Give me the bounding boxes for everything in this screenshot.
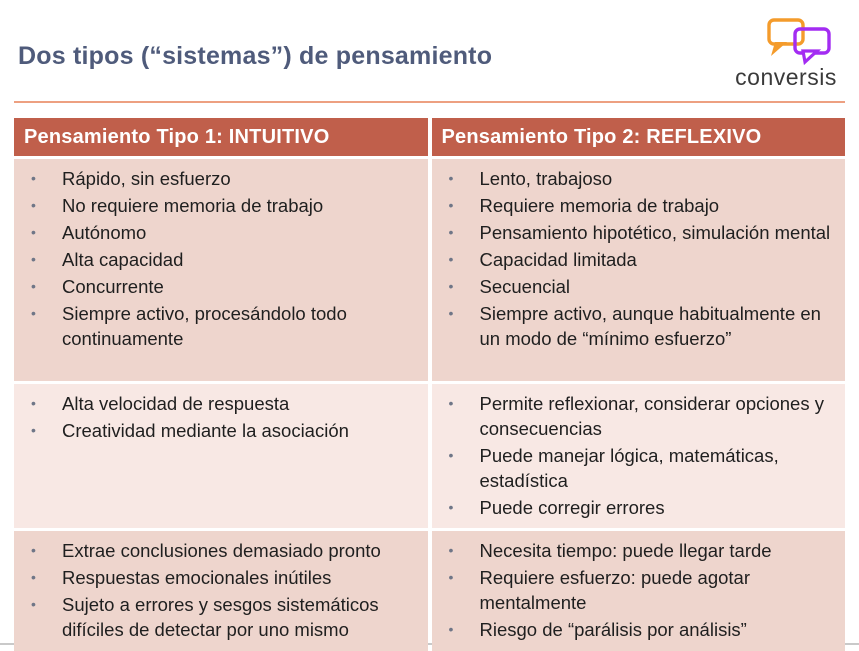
bullet-item: • Requiere memoria de trabajo <box>432 193 838 218</box>
bullet-item: • Rápido, sin esfuerzo <box>14 166 420 191</box>
logo-text: conversis <box>735 64 837 90</box>
bullet-item: • Sujeto a errores y sesgos sistemáticos difíciles de detectar por uno mismo <box>14 592 420 642</box>
bullet-item: • Capacidad limitada <box>432 247 838 272</box>
bullet-item: • Permite reflexionar, considerar opciones y consecuencias <box>432 391 838 441</box>
column-header-tipo2: Pensamiento Tipo 2: REFLEXIVO <box>432 118 846 156</box>
page-title: Dos tipos (“sistemas”) de pensamiento <box>18 42 493 70</box>
comparison-table <box>14 118 845 651</box>
bullet-item: • Autónomo <box>14 220 420 245</box>
bullet-item: • Secuencial <box>432 274 838 299</box>
bullet-item: • Alta capacidad <box>14 247 420 272</box>
bullet-item: • Extrae conclusiones demasiado pronto <box>14 538 420 563</box>
bullet-item: • No requiere memoria de trabajo <box>14 193 420 218</box>
bullet-item: • Siempre activo, procesándolo todo continuamente <box>14 301 420 351</box>
bullet-item: • Lento, trabajoso <box>432 166 838 191</box>
table-row <box>14 159 845 381</box>
speech-bubbles-icon <box>763 16 837 68</box>
bullet-item: • Necesita tiempo: puede llegar tarde <box>432 538 838 563</box>
cell-tipo2-ventajas <box>432 384 846 528</box>
cell-tipo2-inconvenientes <box>432 531 846 651</box>
bullet-item: • Puede corregir errores <box>432 495 838 520</box>
cell-tipo1-ventajas <box>14 384 428 528</box>
bullet-item: • Alta velocidad de respuesta <box>14 391 420 416</box>
column-header-tipo1: Pensamiento Tipo 1: INTUITIVO <box>14 118 428 156</box>
cell-tipo1-inconvenientes <box>14 531 428 651</box>
cell-tipo1-caracteristicas <box>14 159 428 381</box>
cell-tipo2-caracteristicas <box>432 159 846 381</box>
title-divider <box>14 101 845 103</box>
table-header-row <box>14 118 845 156</box>
bullet-item: • Puede manejar lógica, matemáticas, estadística <box>432 443 838 493</box>
bullet-item: • Riesgo de “parálisis por análisis” <box>432 617 838 642</box>
conversis-logo <box>735 16 837 91</box>
bullet-item: • Respuestas emocionales inútiles <box>14 565 420 590</box>
bullet-item: • Creatividad mediante la asociación <box>14 418 420 443</box>
bullet-item: • Concurrente <box>14 274 420 299</box>
bullet-item: • Siempre activo, aunque habitualmente en un modo de “mínimo esfuerzo” <box>432 301 838 351</box>
slide-header <box>0 0 859 91</box>
table-row <box>14 384 845 528</box>
bullet-item: • Pensamiento hipotético, simulación mental <box>432 220 838 245</box>
bullet-item: • Requiere esfuerzo: puede agotar mentalmente <box>432 565 838 615</box>
table-row <box>14 531 845 651</box>
